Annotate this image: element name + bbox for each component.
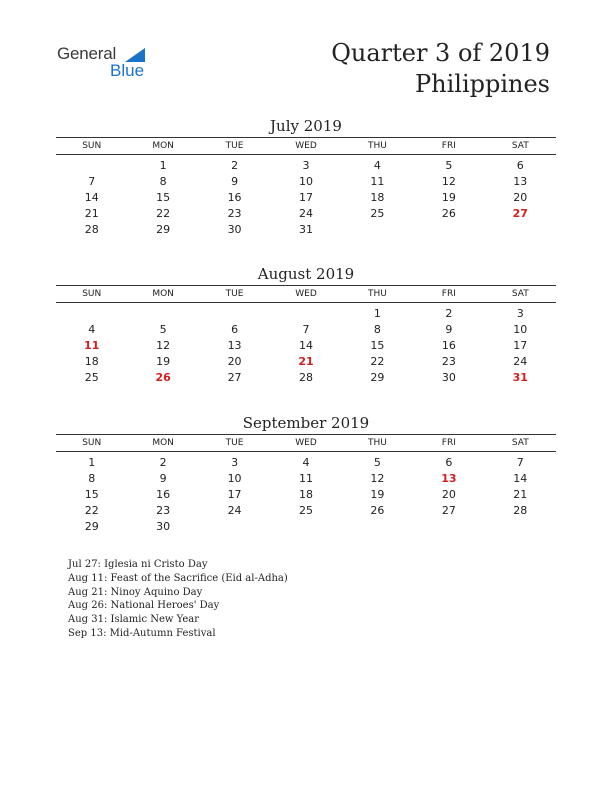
day-cell bbox=[413, 222, 484, 238]
weekday-header: FRI bbox=[441, 289, 456, 299]
day-cell: 23 bbox=[227, 207, 242, 220]
day-cell: 13 bbox=[227, 339, 242, 352]
month-title: September 2019 bbox=[242, 414, 370, 432]
day-cell: 1 bbox=[88, 456, 96, 469]
day-cell: 22 bbox=[156, 207, 171, 220]
day-cell: 15 bbox=[370, 339, 385, 352]
logo-text-general: General bbox=[57, 44, 117, 63]
title-country: Philippines bbox=[414, 70, 550, 98]
day-cell: 21 bbox=[84, 207, 99, 220]
logo-triangle-icon bbox=[125, 48, 145, 62]
month-september bbox=[56, 413, 556, 535]
holiday-list-item: Aug 21: Ninoy Aquino Day bbox=[68, 586, 203, 598]
weekday-header: MON bbox=[152, 438, 174, 448]
holiday-day-cell: 27 bbox=[512, 207, 528, 220]
day-cell: 24 bbox=[513, 355, 528, 368]
day-cell bbox=[127, 306, 198, 322]
day-cell: 10 bbox=[298, 175, 313, 188]
day-cell: 19 bbox=[156, 355, 171, 368]
day-cell: 26 bbox=[370, 504, 385, 517]
day-grid bbox=[56, 158, 556, 238]
day-cell: 8 bbox=[159, 175, 167, 188]
weekday-header: THU bbox=[367, 438, 387, 448]
page-title bbox=[331, 38, 550, 100]
day-cell: 7 bbox=[516, 456, 524, 469]
weekday-header: SAT bbox=[511, 289, 529, 299]
day-cell: 18 bbox=[84, 355, 99, 368]
day-cell: 10 bbox=[227, 472, 242, 485]
day-cell: 26 bbox=[441, 207, 456, 220]
day-cell: 21 bbox=[513, 488, 528, 501]
weekday-header: MON bbox=[152, 141, 174, 151]
day-cell bbox=[342, 222, 413, 238]
weekday-header: SUN bbox=[82, 438, 102, 448]
weekday-header: TUE bbox=[225, 141, 244, 151]
holiday-day-cell: 13 bbox=[441, 472, 457, 485]
day-cell: 20 bbox=[227, 355, 242, 368]
day-cell: 2 bbox=[445, 307, 453, 320]
weekday-header-row bbox=[56, 434, 556, 452]
day-cell: 2 bbox=[231, 159, 239, 172]
day-cell: 25 bbox=[370, 207, 385, 220]
day-cell bbox=[485, 222, 556, 238]
weekday-header: THU bbox=[367, 141, 387, 151]
day-cell: 15 bbox=[156, 191, 171, 204]
day-cell: 18 bbox=[370, 191, 385, 204]
day-cell: 6 bbox=[231, 323, 239, 336]
holiday-day-cell: 31 bbox=[512, 371, 528, 384]
day-cell: 4 bbox=[88, 323, 96, 336]
day-cell: 27 bbox=[441, 504, 456, 517]
holiday-list bbox=[68, 558, 288, 641]
day-cell: 24 bbox=[298, 207, 313, 220]
weekday-header: SAT bbox=[511, 438, 529, 448]
weekday-header: WED bbox=[295, 438, 317, 448]
day-cell: 24 bbox=[227, 504, 242, 517]
month-title: August 2019 bbox=[257, 265, 355, 283]
holiday-list-item: Aug 11: Feast of the Sacrifice (Eid al-Adha) bbox=[68, 572, 288, 584]
day-cell: 9 bbox=[231, 175, 239, 188]
day-cell: 5 bbox=[159, 323, 167, 336]
day-cell: 17 bbox=[298, 191, 313, 204]
day-cell bbox=[413, 519, 484, 535]
day-cell: 10 bbox=[513, 323, 528, 336]
day-cell: 9 bbox=[159, 472, 167, 485]
day-cell: 5 bbox=[373, 456, 381, 469]
day-cell: 29 bbox=[84, 520, 99, 533]
logo-text-blue: Blue bbox=[110, 61, 145, 80]
day-cell: 3 bbox=[231, 456, 239, 469]
day-cell: 8 bbox=[88, 472, 96, 485]
day-cell bbox=[270, 519, 341, 535]
day-cell: 25 bbox=[298, 504, 313, 517]
day-cell: 6 bbox=[445, 456, 453, 469]
day-cell: 28 bbox=[298, 371, 313, 384]
day-cell: 17 bbox=[227, 488, 242, 501]
day-cell: 3 bbox=[516, 307, 524, 320]
weekday-header: SAT bbox=[511, 141, 529, 151]
day-cell bbox=[199, 519, 270, 535]
holiday-list-item: Aug 31: Islamic New Year bbox=[68, 614, 200, 626]
holiday-day-cell: 21 bbox=[298, 355, 314, 368]
holiday-list-item: Aug 26: National Heroes' Day bbox=[68, 600, 220, 612]
weekday-header: FRI bbox=[441, 438, 456, 448]
day-cell: 23 bbox=[156, 504, 171, 517]
day-cell: 13 bbox=[513, 175, 528, 188]
day-grid bbox=[56, 306, 556, 386]
day-cell bbox=[199, 306, 270, 322]
holiday-list-item: Sep 13: Mid-Autumn Festival bbox=[68, 627, 216, 639]
day-cell: 15 bbox=[84, 488, 99, 501]
day-cell: 12 bbox=[370, 472, 385, 485]
weekday-header: TUE bbox=[225, 289, 244, 299]
day-cell: 28 bbox=[84, 223, 99, 236]
day-cell: 23 bbox=[441, 355, 456, 368]
month-july bbox=[56, 116, 556, 238]
month-august bbox=[56, 264, 556, 386]
weekday-header: WED bbox=[295, 141, 317, 151]
day-cell: 7 bbox=[88, 175, 96, 188]
day-cell: 19 bbox=[370, 488, 385, 501]
day-cell: 16 bbox=[441, 339, 456, 352]
day-cell: 12 bbox=[441, 175, 456, 188]
day-cell: 1 bbox=[159, 159, 167, 172]
day-cell: 16 bbox=[227, 191, 242, 204]
day-cell: 20 bbox=[441, 488, 456, 501]
day-cell: 16 bbox=[156, 488, 171, 501]
holiday-list-item: Jul 27: Iglesia ni Cristo Day bbox=[68, 559, 208, 570]
holiday-day-cell: 26 bbox=[155, 371, 171, 384]
day-cell: 11 bbox=[370, 175, 385, 188]
day-cell: 14 bbox=[513, 472, 528, 485]
day-cell: 8 bbox=[373, 323, 381, 336]
day-cell bbox=[56, 306, 127, 322]
day-cell: 5 bbox=[445, 159, 453, 172]
day-cell: 4 bbox=[373, 159, 381, 172]
day-cell: 18 bbox=[298, 488, 313, 501]
day-cell bbox=[56, 158, 127, 174]
weekday-header-row bbox=[56, 285, 556, 303]
day-cell: 3 bbox=[302, 159, 310, 172]
day-cell: 12 bbox=[156, 339, 171, 352]
logo bbox=[57, 44, 157, 84]
day-cell: 7 bbox=[302, 323, 310, 336]
day-cell: 29 bbox=[156, 223, 171, 236]
day-cell: 30 bbox=[227, 223, 242, 236]
weekday-header: TUE bbox=[225, 438, 244, 448]
day-cell: 6 bbox=[516, 159, 524, 172]
weekday-header: WED bbox=[295, 289, 317, 299]
day-cell: 17 bbox=[513, 339, 528, 352]
day-cell: 30 bbox=[441, 371, 456, 384]
day-cell: 2 bbox=[159, 456, 167, 469]
day-cell: 11 bbox=[298, 472, 313, 485]
weekday-header: THU bbox=[367, 289, 387, 299]
day-grid bbox=[56, 455, 556, 535]
day-cell: 30 bbox=[156, 520, 171, 533]
day-cell bbox=[342, 519, 413, 535]
day-cell: 22 bbox=[370, 355, 385, 368]
day-cell: 22 bbox=[84, 504, 99, 517]
day-cell: 29 bbox=[370, 371, 385, 384]
day-cell: 14 bbox=[298, 339, 313, 352]
weekday-header-row bbox=[56, 137, 556, 155]
day-cell: 1 bbox=[373, 307, 381, 320]
day-cell: 27 bbox=[227, 371, 242, 384]
weekday-header: MON bbox=[152, 289, 174, 299]
day-cell bbox=[485, 519, 556, 535]
day-cell: 9 bbox=[445, 323, 453, 336]
weekday-header: FRI bbox=[441, 141, 456, 151]
day-cell bbox=[270, 306, 341, 322]
day-cell: 25 bbox=[84, 371, 99, 384]
title-quarter: Quarter 3 of 2019 bbox=[331, 39, 550, 67]
day-cell: 4 bbox=[302, 456, 310, 469]
day-cell: 14 bbox=[84, 191, 99, 204]
weekday-header: SUN bbox=[82, 289, 102, 299]
day-cell: 20 bbox=[513, 191, 528, 204]
day-cell: 31 bbox=[298, 223, 313, 236]
holiday-day-cell: 11 bbox=[84, 339, 100, 352]
weekday-header: SUN bbox=[82, 141, 102, 151]
month-title: July 2019 bbox=[270, 117, 342, 135]
day-cell: 28 bbox=[513, 504, 528, 517]
day-cell: 19 bbox=[441, 191, 456, 204]
